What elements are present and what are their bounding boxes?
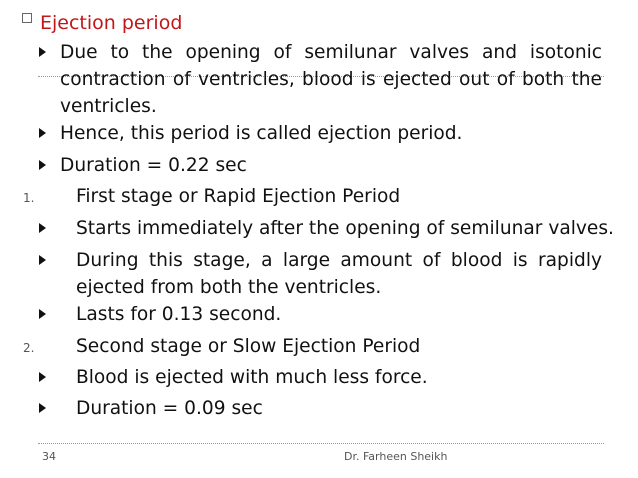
triangle-bullet-icon (39, 403, 46, 413)
bullet-text-line: Starts immediately after the opening of semilunar valves. (76, 218, 614, 239)
slide-heading: Ejection period (40, 12, 183, 34)
triangle-bullet-icon (39, 160, 46, 170)
stage-title: First stage or Rapid Ejection Period (76, 186, 401, 207)
triangle-bullet-icon (39, 128, 46, 138)
triangle-bullet-icon (39, 255, 46, 265)
bullet-text-line: ventricles. (60, 96, 157, 117)
bullet-text-line: Due to the opening of semilunar valves and isotonic (60, 42, 602, 63)
stage-title: Second stage or Slow Ejection Period (76, 336, 421, 357)
divider-bottom (38, 443, 604, 444)
bullet-text-line: Hence, this period is called ejection period. (60, 123, 463, 144)
triangle-bullet-icon (39, 372, 46, 382)
footer-author: Dr. Farheen Sheikh (344, 450, 448, 463)
triangle-bullet-icon (39, 309, 46, 319)
list-number: 1. (23, 191, 35, 205)
bullet-text-line: During this stage, a large amount of blood is rapidly (76, 250, 602, 271)
triangle-bullet-icon (39, 47, 46, 57)
bullet-text-line: Blood is ejected with much less force. (76, 367, 428, 388)
list-number: 2. (23, 341, 35, 355)
bullet-text-line: Lasts for 0.13 second. (76, 304, 282, 325)
triangle-bullet-icon (39, 223, 46, 233)
bullet-text-line: Duration = 0.22 sec (60, 155, 247, 176)
page-number: 34 (42, 450, 56, 463)
bullet-text-line: Duration = 0.09 sec (76, 398, 263, 419)
checkbox-bullet-icon (22, 13, 32, 23)
bullet-text-line: ejected from both the ventricles. (76, 277, 382, 298)
bullet-text-line: contraction of ventricles, blood is ejected out of both the (60, 69, 602, 90)
